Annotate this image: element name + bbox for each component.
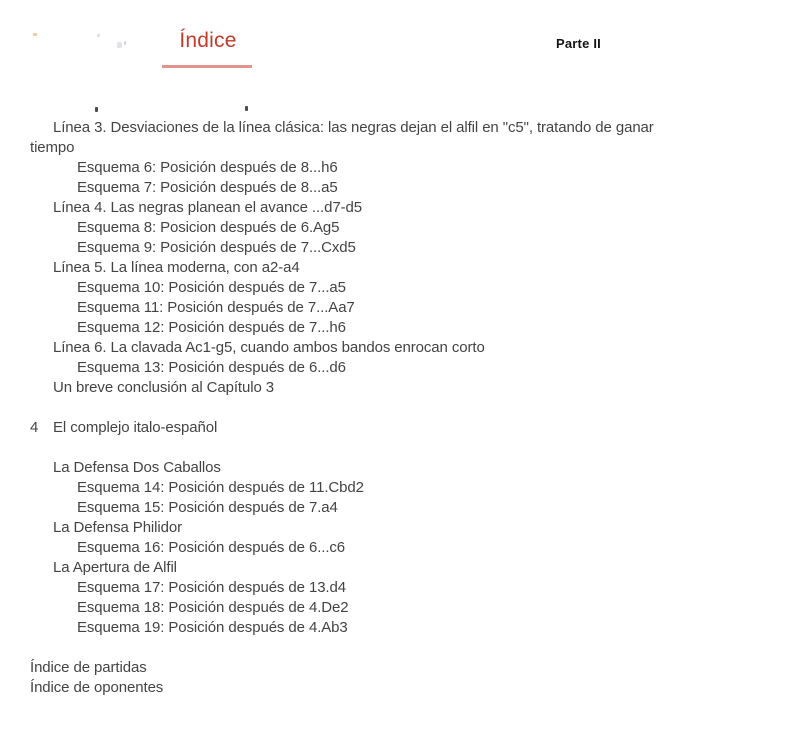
toc-body xyxy=(0,118,780,698)
toc-esquema-entry: Esquema 12: Posición después de 7...h6 xyxy=(77,319,346,336)
toc-esquema-entry: Esquema 6: Posición después de 8...h6 xyxy=(77,159,338,176)
title-underline xyxy=(162,65,252,68)
toc-entry: Línea 4. Las negras planean el avance ...d7-d5 xyxy=(53,199,362,216)
running-header-part: Parte II xyxy=(556,36,601,51)
toc-gap xyxy=(0,438,780,458)
chapter-title: El complejo italo-español xyxy=(53,419,218,436)
toc-entry: tiempo xyxy=(30,139,75,156)
toc-esquema-entry: Esquema 16: Posición después de 6...c6 xyxy=(77,539,346,556)
toc-entry: Índice de partidas xyxy=(30,659,147,676)
page-title-block xyxy=(162,28,254,68)
toc-entry: Un breve conclusión al Capítulo 3 xyxy=(53,379,274,396)
toc-gap xyxy=(0,398,780,418)
toc-esquema-entry: Esquema 10: Posición después de 7...a5 xyxy=(77,279,346,296)
toc-entry: Línea 3. Desviaciones de la línea clásica: las negras dejan el alfil en "c5", tratando de ganar xyxy=(53,119,654,136)
toc-esquema-entry: Esquema 7: Posición después de 8...a5 xyxy=(77,179,338,196)
scan-artifact xyxy=(117,42,122,48)
scan-artifact xyxy=(124,41,126,45)
toc-esquema-entry: Esquema 15: Posición después de 7.a4 xyxy=(77,499,338,516)
chapter-heading xyxy=(0,418,780,438)
toc-esquema-entry: Esquema 8: Posicion después de 6.Ag5 xyxy=(77,219,340,236)
toc-esquema-entry: Esquema 11: Posición después de 7...Aa7 xyxy=(77,299,355,316)
toc-entry: La Defensa Dos Caballos xyxy=(53,459,221,476)
toc-esquema-entry: Esquema 13: Posición después de 6...d6 xyxy=(77,359,346,376)
clipped-text-artifact xyxy=(95,107,98,112)
toc-esquema-entry: Esquema 19: Posición después de 4.Ab3 xyxy=(77,619,348,636)
toc-entry: La Apertura de Alfil xyxy=(53,559,177,576)
chapter-number: 4 xyxy=(30,419,39,436)
clipped-text-artifact xyxy=(245,106,248,111)
page-title: Índice xyxy=(179,29,237,52)
toc-esquema-entry: Esquema 9: Posición después de 7...Cxd5 xyxy=(77,239,356,256)
toc-entry: La Defensa Philidor xyxy=(53,519,183,536)
toc-gap xyxy=(0,638,780,658)
toc-entry: Índice de oponentes xyxy=(30,679,164,696)
scan-artifact xyxy=(33,33,37,36)
toc-esquema-entry: Esquema 18: Posición después de 4.De2 xyxy=(77,599,349,616)
toc-esquema-entry: Esquema 17: Posición después de 13.d4 xyxy=(77,579,346,596)
toc-esquema-entry: Esquema 14: Posición después de 11.Cbd2 xyxy=(77,479,364,496)
scan-artifact xyxy=(97,34,100,37)
toc-entry: Línea 6. La clavada Ac1-g5, cuando ambos bandos enrocan corto xyxy=(53,339,485,356)
toc-entry: Línea 5. La línea moderna, con a2-a4 xyxy=(53,259,300,276)
